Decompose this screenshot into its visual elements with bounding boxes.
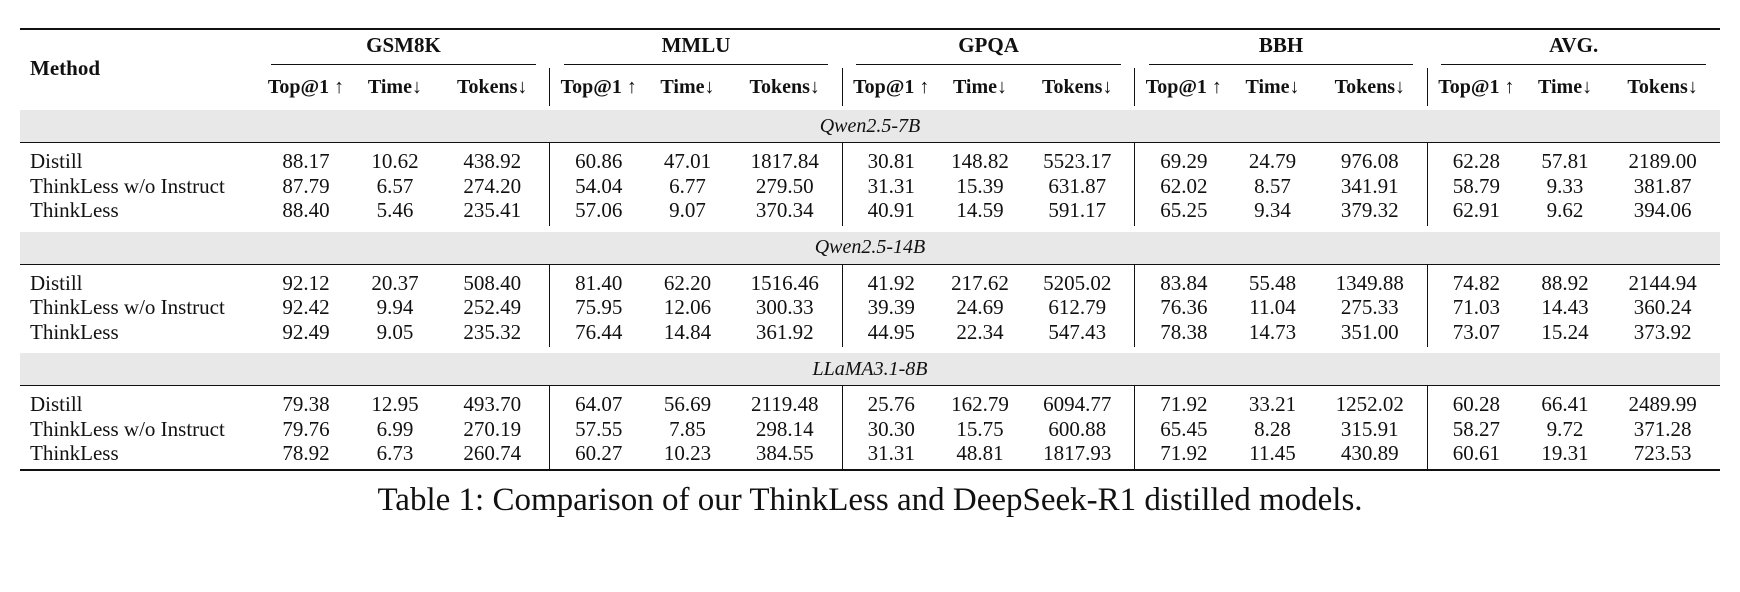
value-cell: 54.04 bbox=[550, 174, 648, 199]
value-cell: 6.99 bbox=[376, 416, 414, 441]
value-cell: 6.73 bbox=[355, 441, 435, 470]
value-cell: 315.91 bbox=[1340, 416, 1399, 441]
value-cell: 71.03 bbox=[1427, 295, 1525, 320]
table-caption: Table 1: Comparison of our ThinkLess and DeepSeek-R1 distilled models. bbox=[377, 482, 1363, 518]
value-cell: 74.82 bbox=[1427, 264, 1525, 295]
table-row bbox=[20, 295, 1720, 320]
value-cell: 92.49 bbox=[282, 319, 330, 344]
value-cell: 19.31 bbox=[1525, 441, 1605, 470]
value-cell: 1817.93 bbox=[1020, 441, 1135, 470]
value-cell: 2189.00 bbox=[1628, 149, 1697, 174]
value-cell: 7.85 bbox=[669, 416, 706, 441]
value-cell: 69.29 bbox=[1135, 143, 1233, 174]
value-cell: 10.23 bbox=[647, 441, 727, 470]
results-table-container bbox=[20, 28, 1720, 471]
value-cell: 5.46 bbox=[376, 198, 414, 223]
value-cell: 2144.94 bbox=[1628, 270, 1697, 295]
value-cell: 39.39 bbox=[842, 295, 940, 320]
value-cell: 62.20 bbox=[663, 270, 712, 295]
group-header-gsm8k bbox=[257, 29, 550, 68]
metric-header: Time↓ bbox=[1525, 68, 1605, 108]
method-cell: Distill bbox=[30, 270, 83, 295]
model-section-label: Qwen2.5-7B bbox=[20, 108, 1720, 143]
table-row bbox=[20, 174, 1720, 199]
value-cell: 20.37 bbox=[371, 270, 419, 295]
value-cell: 274.20 bbox=[463, 173, 522, 198]
method-cell: Distill bbox=[30, 392, 83, 417]
method-cell: ThinkLess w/o Instruct bbox=[30, 416, 225, 441]
value-cell: 57.81 bbox=[1541, 149, 1589, 174]
table-row bbox=[20, 264, 1720, 295]
value-cell: 30.30 bbox=[842, 417, 940, 442]
method-cell: Distill bbox=[30, 149, 83, 174]
value-cell: 6.77 bbox=[669, 173, 706, 198]
value-cell: 9.72 bbox=[1546, 416, 1584, 441]
value-cell: 148.82 bbox=[951, 149, 1009, 174]
value-cell: 9.94 bbox=[376, 295, 414, 320]
method-cell: ThinkLess bbox=[30, 198, 119, 223]
value-cell: 5205.02 bbox=[1043, 270, 1112, 295]
value-cell: 361.92 bbox=[755, 319, 814, 344]
value-cell: 65.25 bbox=[1135, 198, 1233, 229]
value-cell: 75.95 bbox=[550, 295, 648, 320]
group-label: GSM8K bbox=[271, 33, 536, 65]
value-cell: 88.92 bbox=[1541, 270, 1589, 295]
value-cell: 384.55 bbox=[728, 441, 843, 470]
value-cell: 55.48 bbox=[1248, 270, 1297, 295]
metric-header: Time↓ bbox=[940, 68, 1020, 108]
value-cell: 252.49 bbox=[463, 295, 522, 320]
value-cell: 9.07 bbox=[669, 198, 706, 223]
group-header-mmlu bbox=[550, 29, 843, 68]
value-cell: 31.31 bbox=[842, 441, 940, 470]
value-cell: 88.40 bbox=[282, 198, 330, 223]
value-cell: 14.59 bbox=[956, 198, 1004, 223]
table-row bbox=[20, 417, 1720, 442]
value-cell: 56.69 bbox=[663, 392, 712, 417]
value-cell: 2119.48 bbox=[750, 392, 819, 417]
value-cell: 62.02 bbox=[1135, 174, 1233, 199]
value-cell: 612.79 bbox=[1048, 295, 1107, 320]
value-cell: 547.43 bbox=[1048, 319, 1107, 344]
value-cell: 6094.77 bbox=[1043, 392, 1112, 417]
value-cell: 15.75 bbox=[956, 416, 1004, 441]
value-cell: 41.92 bbox=[842, 264, 940, 295]
value-cell: 12.95 bbox=[371, 392, 419, 417]
value-cell: 10.62 bbox=[371, 149, 419, 174]
method-header: Method bbox=[20, 29, 257, 108]
model-section-label: LLaMA3.1-8B bbox=[20, 350, 1720, 386]
metric-header: Time↓ bbox=[647, 68, 727, 108]
value-cell: 275.33 bbox=[1340, 295, 1399, 320]
value-cell: 1349.88 bbox=[1335, 270, 1404, 295]
value-cell: 47.01 bbox=[663, 149, 712, 174]
value-cell: 57.06 bbox=[550, 198, 648, 229]
value-cell: 24.79 bbox=[1248, 149, 1297, 174]
value-cell: 600.88 bbox=[1048, 416, 1107, 441]
value-cell: 217.62 bbox=[951, 270, 1009, 295]
value-cell: 12.06 bbox=[663, 295, 712, 320]
value-cell: 1516.46 bbox=[750, 270, 819, 295]
method-cell: ThinkLess w/o Instruct bbox=[30, 295, 225, 320]
value-cell: 631.87 bbox=[1048, 173, 1107, 198]
value-cell: 260.74 bbox=[435, 441, 550, 470]
header-row-groups bbox=[20, 29, 1720, 68]
value-cell: 9.05 bbox=[376, 319, 414, 344]
value-cell: 493.70 bbox=[463, 392, 522, 417]
value-cell: 76.44 bbox=[550, 320, 648, 351]
value-cell: 298.14 bbox=[755, 416, 814, 441]
value-cell: 9.34 bbox=[1254, 198, 1291, 223]
value-cell: 57.55 bbox=[550, 417, 648, 442]
value-cell: 31.31 bbox=[842, 174, 940, 199]
model-section-row bbox=[20, 108, 1720, 143]
value-cell: 9.62 bbox=[1546, 198, 1584, 223]
value-cell: 9.33 bbox=[1546, 173, 1584, 198]
metric-header: Top@1 ↑ bbox=[842, 68, 940, 108]
metric-header: Top@1 ↑ bbox=[550, 68, 648, 108]
value-cell: 279.50 bbox=[755, 173, 814, 198]
value-cell: 8.28 bbox=[1254, 416, 1291, 441]
value-cell: 508.40 bbox=[463, 270, 522, 295]
value-cell: 14.73 bbox=[1248, 319, 1297, 344]
value-cell: 723.53 bbox=[1605, 441, 1720, 470]
group-header-avg bbox=[1427, 29, 1720, 68]
model-section-row bbox=[20, 229, 1720, 265]
value-cell: 438.92 bbox=[463, 149, 522, 174]
model-section-label: Qwen2.5-14B bbox=[20, 229, 1720, 265]
value-cell: 381.87 bbox=[1633, 173, 1692, 198]
group-header-gpqa bbox=[842, 29, 1135, 68]
value-cell: 60.27 bbox=[550, 441, 648, 470]
value-cell: 14.84 bbox=[663, 319, 712, 344]
method-cell: ThinkLess bbox=[30, 319, 119, 344]
value-cell: 76.36 bbox=[1135, 295, 1233, 320]
value-cell: 11.45 bbox=[1232, 441, 1312, 470]
method-cell: ThinkLess bbox=[20, 441, 257, 470]
value-cell: 341.91 bbox=[1340, 173, 1399, 198]
metric-header: Tokens↓ bbox=[1605, 68, 1720, 108]
metric-header: Tokens↓ bbox=[1313, 68, 1428, 108]
method-cell: ThinkLess w/o Instruct bbox=[30, 173, 225, 198]
value-cell: 33.21 bbox=[1248, 392, 1297, 417]
metric-header: Time↓ bbox=[355, 68, 435, 108]
value-cell: 976.08 bbox=[1340, 149, 1399, 174]
value-cell: 430.89 bbox=[1313, 441, 1428, 470]
value-cell: 2489.99 bbox=[1628, 392, 1697, 417]
value-cell: 64.07 bbox=[550, 386, 648, 417]
value-cell: 394.06 bbox=[1633, 198, 1692, 223]
value-cell: 79.38 bbox=[282, 392, 330, 417]
value-cell: 73.07 bbox=[1427, 320, 1525, 351]
value-cell: 300.33 bbox=[755, 295, 814, 320]
value-cell: 371.28 bbox=[1633, 416, 1692, 441]
value-cell: 15.39 bbox=[956, 173, 1004, 198]
table-body bbox=[20, 108, 1720, 470]
value-cell: 48.81 bbox=[940, 441, 1020, 470]
value-cell: 58.79 bbox=[1427, 174, 1525, 199]
value-cell: 62.91 bbox=[1427, 198, 1525, 229]
table-row bbox=[20, 320, 1720, 351]
group-label: BBH bbox=[1149, 33, 1414, 65]
group-label: GPQA bbox=[856, 33, 1121, 65]
group-label: AVG. bbox=[1441, 33, 1706, 65]
metric-header: Tokens↓ bbox=[1020, 68, 1135, 108]
value-cell: 79.76 bbox=[282, 416, 330, 441]
model-section-row bbox=[20, 350, 1720, 386]
value-cell: 71.92 bbox=[1135, 386, 1233, 417]
value-cell: 87.79 bbox=[282, 173, 330, 198]
value-cell: 22.34 bbox=[956, 319, 1004, 344]
value-cell: 60.86 bbox=[550, 143, 648, 174]
value-cell: 78.38 bbox=[1135, 320, 1233, 351]
value-cell: 88.17 bbox=[282, 149, 330, 174]
value-cell: 81.40 bbox=[550, 264, 648, 295]
value-cell: 92.42 bbox=[282, 295, 330, 320]
metric-header: Tokens↓ bbox=[728, 68, 843, 108]
value-cell: 24.69 bbox=[956, 295, 1004, 320]
value-cell: 360.24 bbox=[1633, 295, 1692, 320]
table-row bbox=[20, 198, 1720, 229]
value-cell: 270.19 bbox=[463, 416, 522, 441]
value-cell: 5523.17 bbox=[1043, 149, 1112, 174]
metric-header: Top@1 ↑ bbox=[1135, 68, 1233, 108]
value-cell: 92.12 bbox=[282, 270, 330, 295]
value-cell: 351.00 bbox=[1340, 319, 1399, 344]
value-cell: 15.24 bbox=[1541, 319, 1589, 344]
value-cell: 71.92 bbox=[1135, 441, 1233, 470]
value-cell: 65.45 bbox=[1135, 417, 1233, 442]
group-label: MMLU bbox=[564, 33, 829, 65]
value-cell: 66.41 bbox=[1541, 392, 1589, 417]
value-cell: 11.04 bbox=[1249, 295, 1296, 320]
value-cell: 373.92 bbox=[1633, 319, 1692, 344]
value-cell: 78.92 bbox=[257, 441, 355, 470]
value-cell: 83.84 bbox=[1135, 264, 1233, 295]
header-row-metrics bbox=[20, 68, 1720, 108]
value-cell: 40.91 bbox=[842, 198, 940, 229]
metric-header: Top@1 ↑ bbox=[257, 68, 355, 108]
metric-header: Top@1 ↑ bbox=[1427, 68, 1525, 108]
metric-header: Tokens↓ bbox=[435, 68, 550, 108]
value-cell: 235.32 bbox=[463, 319, 522, 344]
value-cell: 25.76 bbox=[842, 386, 940, 417]
value-cell: 60.61 bbox=[1427, 441, 1525, 470]
value-cell: 58.27 bbox=[1427, 417, 1525, 442]
table-row bbox=[20, 441, 1720, 470]
table-row bbox=[20, 143, 1720, 174]
value-cell: 1252.02 bbox=[1335, 392, 1404, 417]
value-cell: 235.41 bbox=[463, 198, 522, 223]
value-cell: 379.32 bbox=[1340, 198, 1399, 223]
value-cell: 44.95 bbox=[842, 320, 940, 351]
value-cell: 60.28 bbox=[1427, 386, 1525, 417]
value-cell: 30.81 bbox=[842, 143, 940, 174]
value-cell: 62.28 bbox=[1427, 143, 1525, 174]
value-cell: 6.57 bbox=[376, 173, 414, 198]
value-cell: 1817.84 bbox=[750, 149, 819, 174]
value-cell: 370.34 bbox=[755, 198, 814, 223]
results-table bbox=[20, 28, 1720, 471]
value-cell: 162.79 bbox=[951, 392, 1009, 417]
value-cell: 14.43 bbox=[1541, 295, 1589, 320]
group-header-bbh bbox=[1135, 29, 1428, 68]
metric-header: Time↓ bbox=[1232, 68, 1312, 108]
value-cell: 591.17 bbox=[1048, 198, 1107, 223]
table-row bbox=[20, 386, 1720, 417]
value-cell: 8.57 bbox=[1254, 173, 1291, 198]
